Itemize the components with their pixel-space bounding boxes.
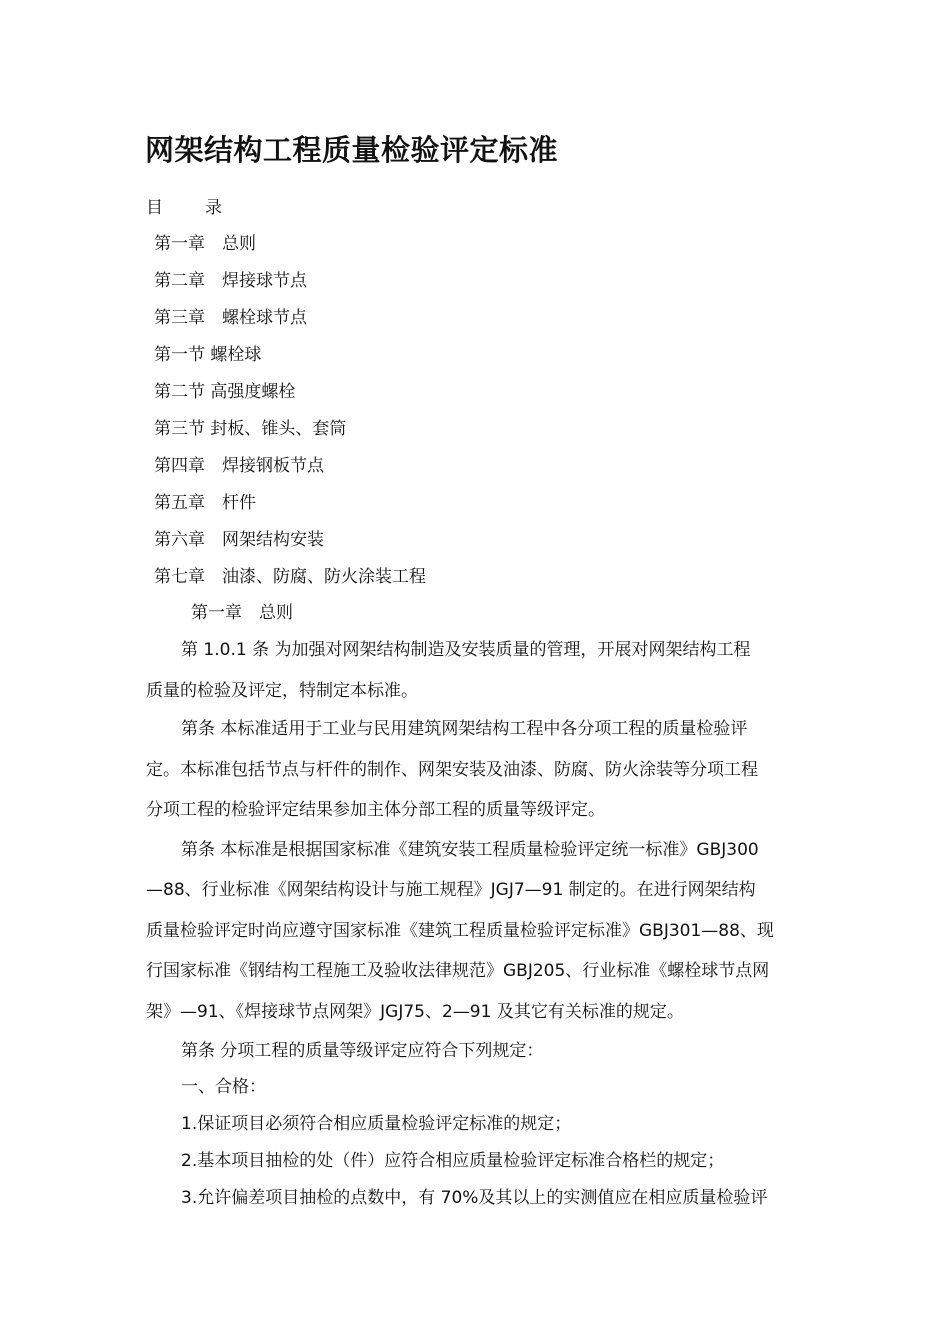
list-item: 一、合格： [181, 1077, 266, 1097]
paragraph-line: 第条 本标准是根据国家标准《建筑安装工程质量检验评定统一标准》GBJ300 [181, 840, 759, 860]
paragraph-line: 定。本标准包括节点与杆件的制作、网架安装及油漆、防腐、防火涂装等分项工程 [146, 760, 758, 780]
toc-heading [146, 196, 222, 220]
paragraph-line: 行国家标准《钢结构工程施工及验收法律规范》GBJ205、行业标准《螺栓球节点网 [146, 961, 770, 981]
toc-heading-left: 目 [146, 198, 163, 218]
list-item: 1.保证项目必须符合相应质量检验评定标准的规定； [181, 1114, 572, 1134]
document-title: 网架结构工程质量检验评定标准 [145, 133, 559, 167]
paragraph-line: 质量的检验及评定，特制定本标准。 [146, 681, 418, 701]
toc-item: 第二章 焊接球节点 [154, 271, 307, 291]
toc-item: 第一章 总则 [154, 234, 256, 254]
list-item: 第条 分项工程的质量等级评定应符合下列规定： [181, 1041, 544, 1061]
toc-item: 第三节 封板、锥头、套筒 [154, 419, 347, 439]
paragraph-line: 质量检验评定时尚应遵守国家标准《建筑工程质量检验评定标准》GBJ301—88、现 [146, 921, 774, 941]
toc-item: 第二节 高强度螺栓 [154, 382, 296, 402]
paragraph-line: 架》—91、《焊接球节点网架》JGJ75、2—91 及其它有关标准的规定。 [146, 1002, 684, 1022]
toc-item: 第四章 焊接钢板节点 [154, 456, 324, 476]
toc-item: 第一节 螺栓球 [154, 345, 262, 365]
toc-item: 第六章 网架结构安装 [154, 530, 324, 550]
list-item: 3.允许偏差项目抽检的点数中，有 70%及其以上的实测值应在相应质量检验评 [181, 1188, 768, 1208]
paragraph-line: 分项工程的检验评定结果参加主体分部工程的质量等级评定。 [146, 800, 605, 820]
list-item: 2.基本项目抽检的处（件）应符合相应质量检验评定标准合格栏的规定； [181, 1151, 725, 1171]
paragraph-line: —88、行业标准《网架结构设计与施工规程》JGJ7—91 制定的。在进行网架结构 [146, 880, 756, 900]
toc-item: 第三章 螺栓球节点 [154, 308, 307, 328]
paragraph-line: 第条 本标准适用于工业与民用建筑网架结构工程中各分项工程的质量检验评 [181, 719, 748, 739]
toc-heading-right: 录 [205, 198, 222, 218]
chapter-heading: 第一章 总则 [191, 603, 293, 623]
toc-item: 第五章 杆件 [154, 493, 256, 513]
toc-item: 第七章 油漆、防腐、防火涂装工程 [154, 567, 426, 587]
paragraph-line: 第 1.0.1 条 为加强对网架结构制造及安装质量的管理，开展对网架结构工程 [181, 640, 751, 660]
